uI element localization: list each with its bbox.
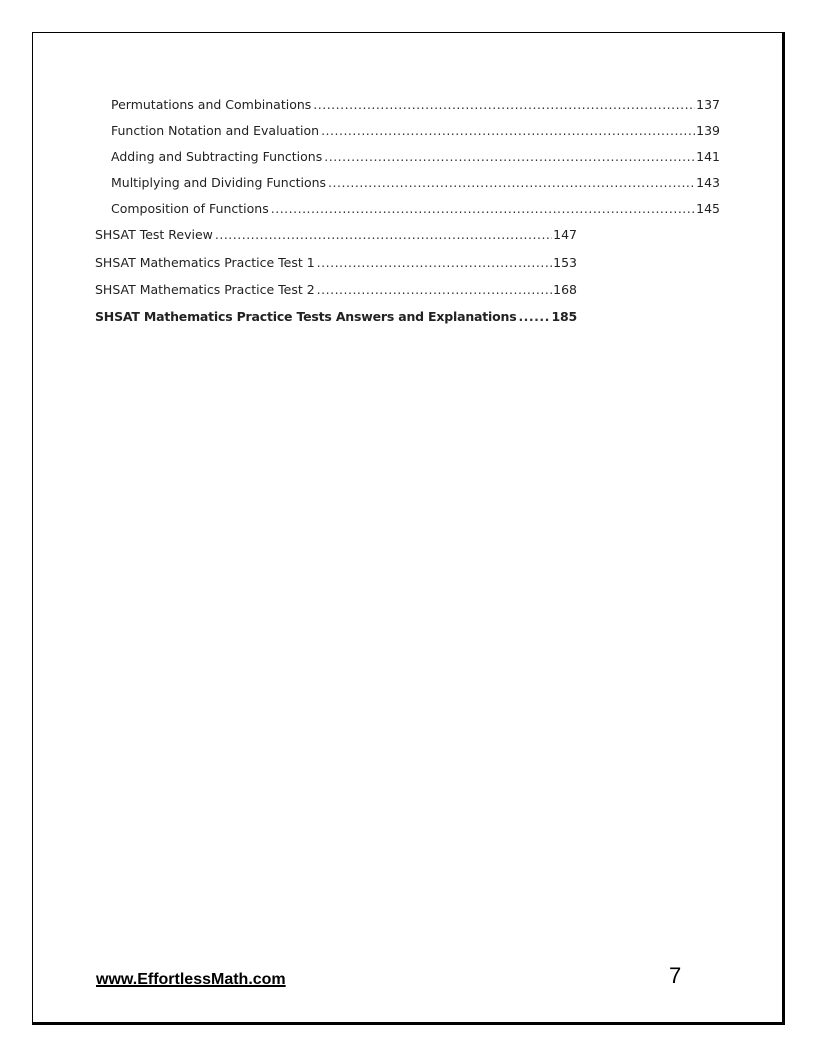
toc-entry-title: Permutations and Combinations [111, 97, 312, 112]
dot-leader [317, 255, 552, 270]
toc-entry[interactable] [95, 309, 577, 324]
toc-entry-title: SHSAT Mathematics Practice Test 2 [95, 282, 315, 297]
toc-entry[interactable] [111, 123, 720, 138]
toc-entry-page: 137 [696, 97, 720, 112]
website-link[interactable]: www.EffortlessMath.com [96, 971, 286, 988]
toc-entry[interactable] [95, 282, 577, 297]
toc-entry-page: 185 [551, 309, 577, 324]
toc-entry-title: Composition of Functions [111, 201, 269, 216]
toc-entry[interactable] [111, 201, 720, 216]
dot-leader [518, 309, 550, 324]
toc-entry[interactable] [95, 227, 577, 242]
dot-leader [324, 149, 695, 164]
toc-entry-title: Function Notation and Evaluation [111, 123, 320, 138]
toc-entry-page: 139 [696, 123, 720, 138]
toc-entry-page: 143 [696, 175, 720, 190]
document-page [32, 32, 785, 1025]
dot-leader [321, 123, 695, 138]
toc-entry-page: 145 [696, 201, 720, 216]
toc-entry-page: 168 [553, 282, 577, 297]
toc-entry-title: SHSAT Mathematics Practice Tests Answers and Explanations [95, 309, 517, 324]
dot-leader [317, 282, 552, 297]
dot-leader [215, 227, 552, 242]
dot-leader [271, 201, 695, 216]
toc-entry-title: SHSAT Test Review [95, 227, 213, 242]
dot-leader [328, 175, 695, 190]
toc-entry-title: Adding and Subtracting Functions [111, 149, 323, 164]
toc-entry-page: 141 [696, 149, 720, 164]
toc-entry-title: SHSAT Mathematics Practice Test 1 [95, 255, 315, 270]
page-number: 7 [669, 963, 682, 988]
toc-entry[interactable] [111, 175, 720, 190]
dot-leader [313, 97, 695, 112]
toc-entry[interactable] [111, 97, 720, 112]
toc-entry-title: Multiplying and Dividing Functions [111, 175, 327, 190]
toc-entry-page: 153 [553, 255, 577, 270]
toc-entry[interactable] [111, 149, 720, 164]
toc-entry[interactable] [95, 255, 577, 270]
toc-entry-page: 147 [553, 227, 577, 242]
